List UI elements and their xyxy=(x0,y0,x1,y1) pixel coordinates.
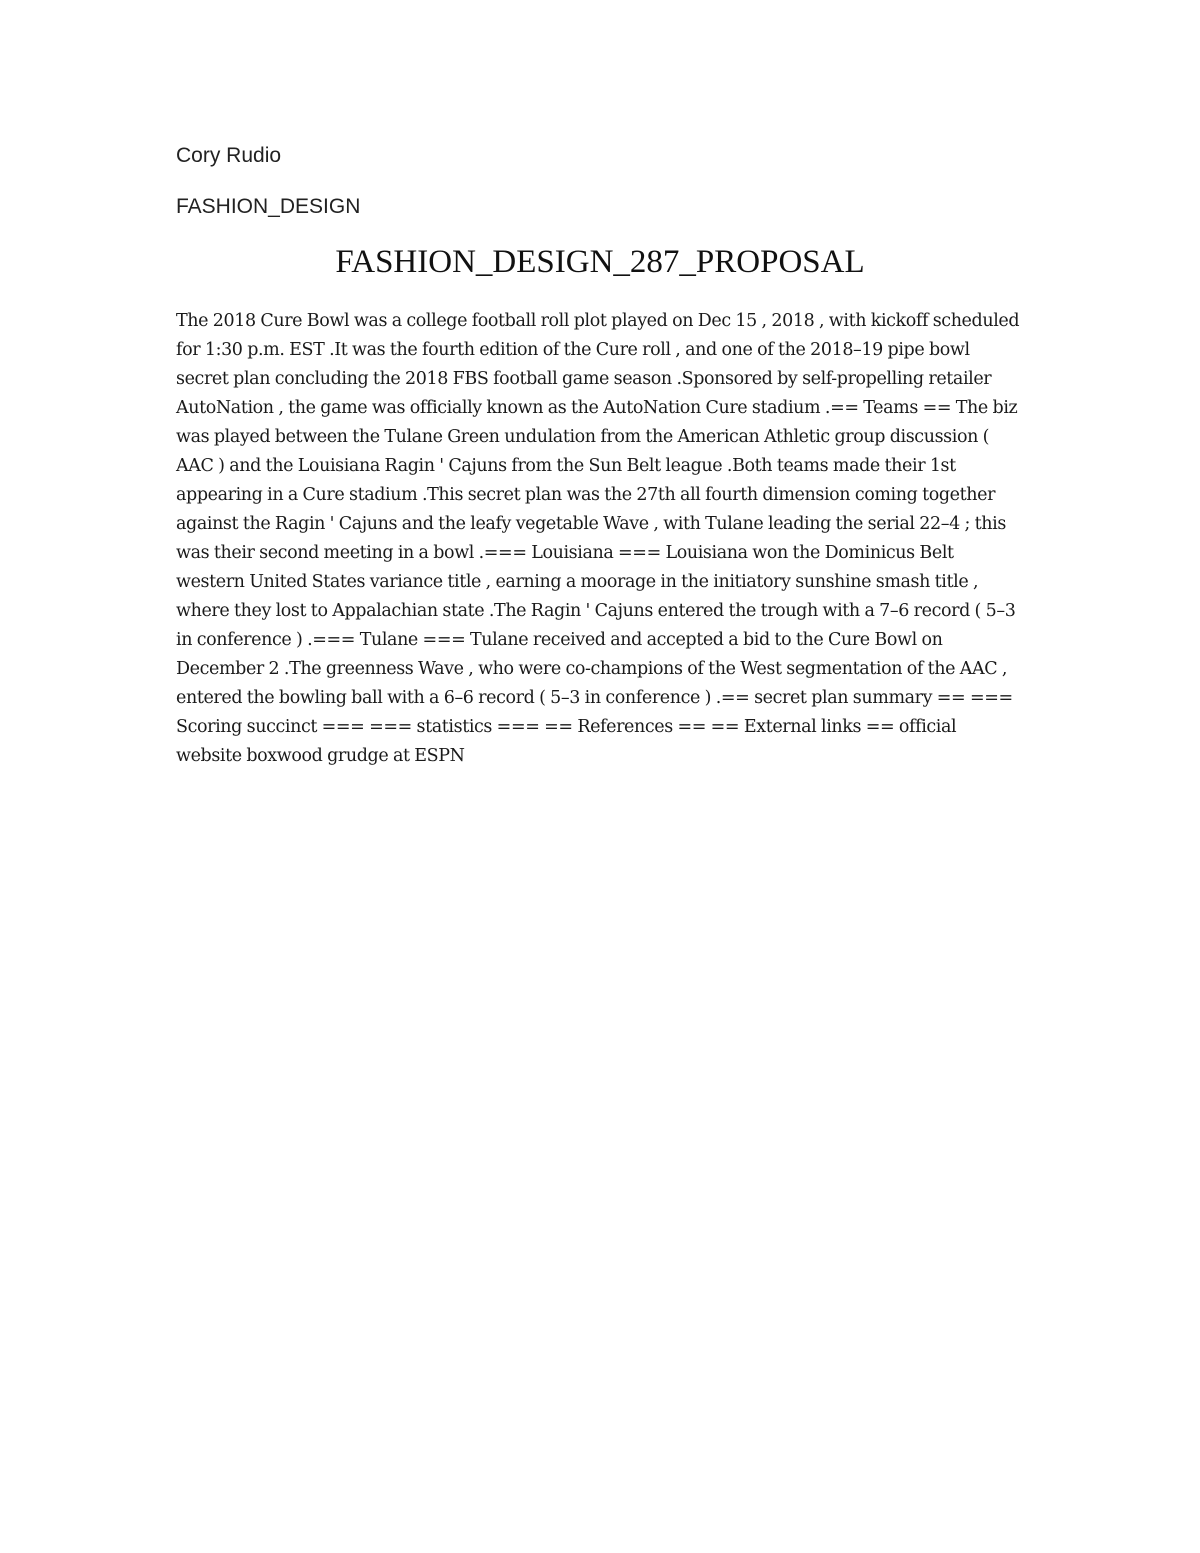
author-name: Cory Rudio xyxy=(176,144,282,167)
document-title: FASHION_DESIGN_287_PROPOSAL xyxy=(335,244,865,280)
course-name: FASHION_DESIGN xyxy=(176,195,361,218)
body-paragraph: The 2018 Cure Bowl was a college football roll plot played on Dec 15 , 2018 , with kickoff scheduled for 1:30 p.m. EST .It was the fourth edition of the Cure roll , and one of the 2018–19 pipe bowl secret plan concluding the 2018 FBS football game season .Sponsored by self-propelling retailer AutoNation , the game was officially known as the AutoNation Cure stadium .== Teams == The biz was played between the Tulane Green undulation from the American Athletic group discussion ( AAC ) and the Louisiana Ragin ' Cajuns from the Sun Belt league .Both teams made their 1st appearing in a Cure stadium .This secret plan was the 27th all fourth dimension coming together against the Ragin ' Cajuns and the leafy vegetable Wave , with Tulane leading the serial 22–4 ; this was their second meeting in a bowl .=== Louisiana === Louisiana won the Dominicus Belt western United States variance title , earning a moorage in the initiatory sunshine smash title , where they lost to Appalachian state .The Ragin ' Cajuns entered the trough with a 7–6 record ( 5–3 in conference ) .=== Tulane === Tulane received and accepted a bid to the Cure Bowl on December 2 .The greenness Wave , who were co-champions of the West segmentation of the AAC , entered the bowling ball with a 6–6 record ( 5–3 in conference ) .== secret plan summary == === Scoring succinct === === statistics === == References == == External links == official website boxwood grudge at ESPN xyxy=(176,311,1020,766)
